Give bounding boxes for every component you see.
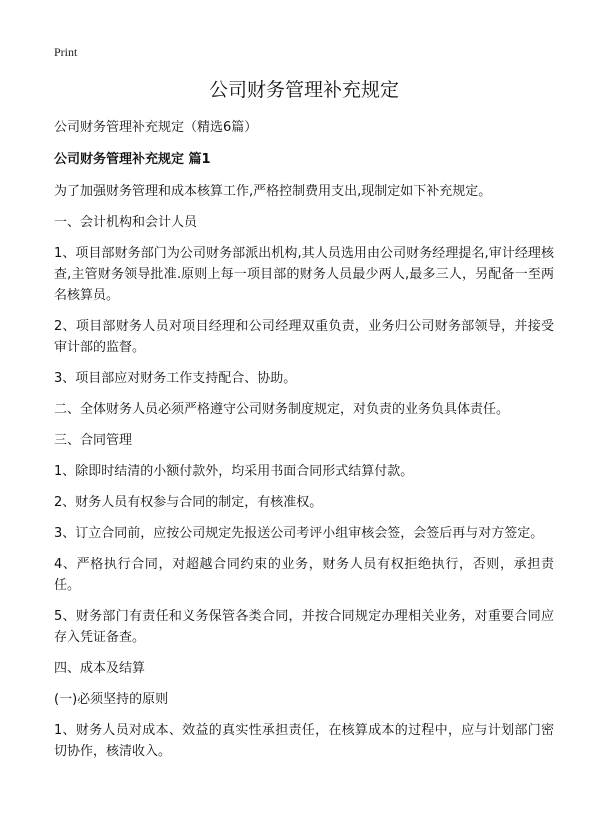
paragraph-heading-cost-settlement: 四、成本及结算 <box>54 661 146 676</box>
paragraph-item: 2、财务人员有权参与合同的制定，有核准权。 <box>54 495 323 510</box>
paragraph-item: 3、项目部应对财务工作支持配合、协助。 <box>54 371 297 386</box>
paragraph-item: 1、除即时结清的小额付款外，均采用书面合同形式结算付款。 <box>54 464 414 479</box>
document-subtitle: 公司财务管理补充规定（精选6篇） <box>54 120 258 135</box>
paragraph-item: 1、财务人员对成本、效益的真实性承担责任，在核算成本的过程中，应与计划部门密切协作，核清收入。 <box>54 723 554 759</box>
document-title: 公司财务管理补充规定 <box>208 79 399 101</box>
paragraph-subheading-principles: (一)必须坚持的原则 <box>54 692 169 707</box>
paragraph-item: 1、项目部财务部门为公司财务部派出机构,其人员选用由公司财务经理提名,审计经理核查,主管财务领导批准.原则上每一项目部的财务人员最少两人,最多三人，另配备一至两名核算员。 <box>54 246 554 303</box>
paragraph-heading-accounting-org: 一、会计机构和会计人员 <box>54 215 198 230</box>
section-heading: 公司财务管理补充规定 篇1 <box>54 152 211 167</box>
paragraph-item: 4、严格执行合同，对超越合同约束的业务，财务人员有权拒绝执行，否则，承担责任。 <box>54 557 554 593</box>
paragraph-heading-compliance: 二、全体财务人员必须严格遵守公司财务制度规定，对负责的业务负具体责任。 <box>54 402 510 417</box>
print-label: Print <box>54 45 78 59</box>
paragraph-heading-contract-management: 三、合同管理 <box>54 433 133 448</box>
paragraph-item: 5、财务部门有责任和义务保管各类合同，并按合同规定办理相关业务，对重要合同应存入凭证备查。 <box>54 609 554 645</box>
document-body <box>54 181 554 762</box>
paragraph-item: 2、项目部财务人员对项目经理和公司经理双重负责，业务归公司财务部领导，并接受审计部的监督。 <box>54 319 554 355</box>
paragraph-item: 3、订立合同前，应按公司规定先报送公司考评小组审核会签，会签后再与对方签定。 <box>54 526 544 541</box>
paragraph-intro: 为了加强财务管理和成本核算工作,严格控制费用支出,现制定如下补充规定。 <box>54 184 492 199</box>
document-page <box>54 44 554 772</box>
